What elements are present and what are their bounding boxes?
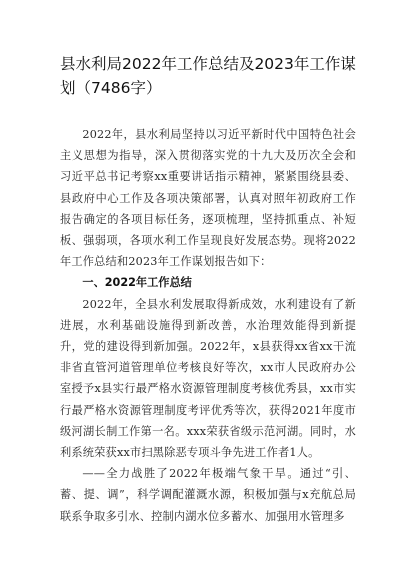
section-heading: 一、2022年工作总结: [82, 276, 192, 290]
document-title: 县水利局2022年工作总结及2023年工作谋划（7486字）: [60, 55, 356, 97]
intro-paragraph: 2022年，县水利局坚持以习近平新时代中国特色社会主义思想为指导，深入贯彻落实党的十九大及历次全会和习近平总书记考察xx重要讲话指示精神，紧紧围绕县委、县政府中心工作及各项决策部署，认真对照年初政府工作报告确定的各项目标任务，逐项梳理，坚持抓重点、补短板、强弱项，各项水利工作呈现良好发展态势。现将2022年工作总结和2023年工作谋划报告如下：: [60, 128, 356, 269]
summary-paragraph: 2022年，全县水利发展取得新成效，水利建设有了新进展，水利基础设施得到新改善，水治理效能得到新提升，党的建设得到新加强。2022年，x县获得xx省xx干流非省直管河道管理单位考核良好等次，xx市人民政府办公室授予x县实行最严格水资源管理制度考核优秀县，xx市实行最严格水资源管理制度考评优秀等次，获得2021年度市级河湖长制工作第一名。xxx荣获省级示范河湖。同时，水利系统荣获xx市扫黑除恶专项斗争先进工作者1人。: [60, 297, 356, 460]
document-body: [60, 124, 356, 527]
drought-paragraph: ——全力战胜了2022年极端气象干旱。通过“引、蓄、提、调”，科学调配灌溉水源，积极加强与x充航总局联系争取多引水、控制内湖水位多蓄水、加强用水管理多: [60, 467, 356, 523]
